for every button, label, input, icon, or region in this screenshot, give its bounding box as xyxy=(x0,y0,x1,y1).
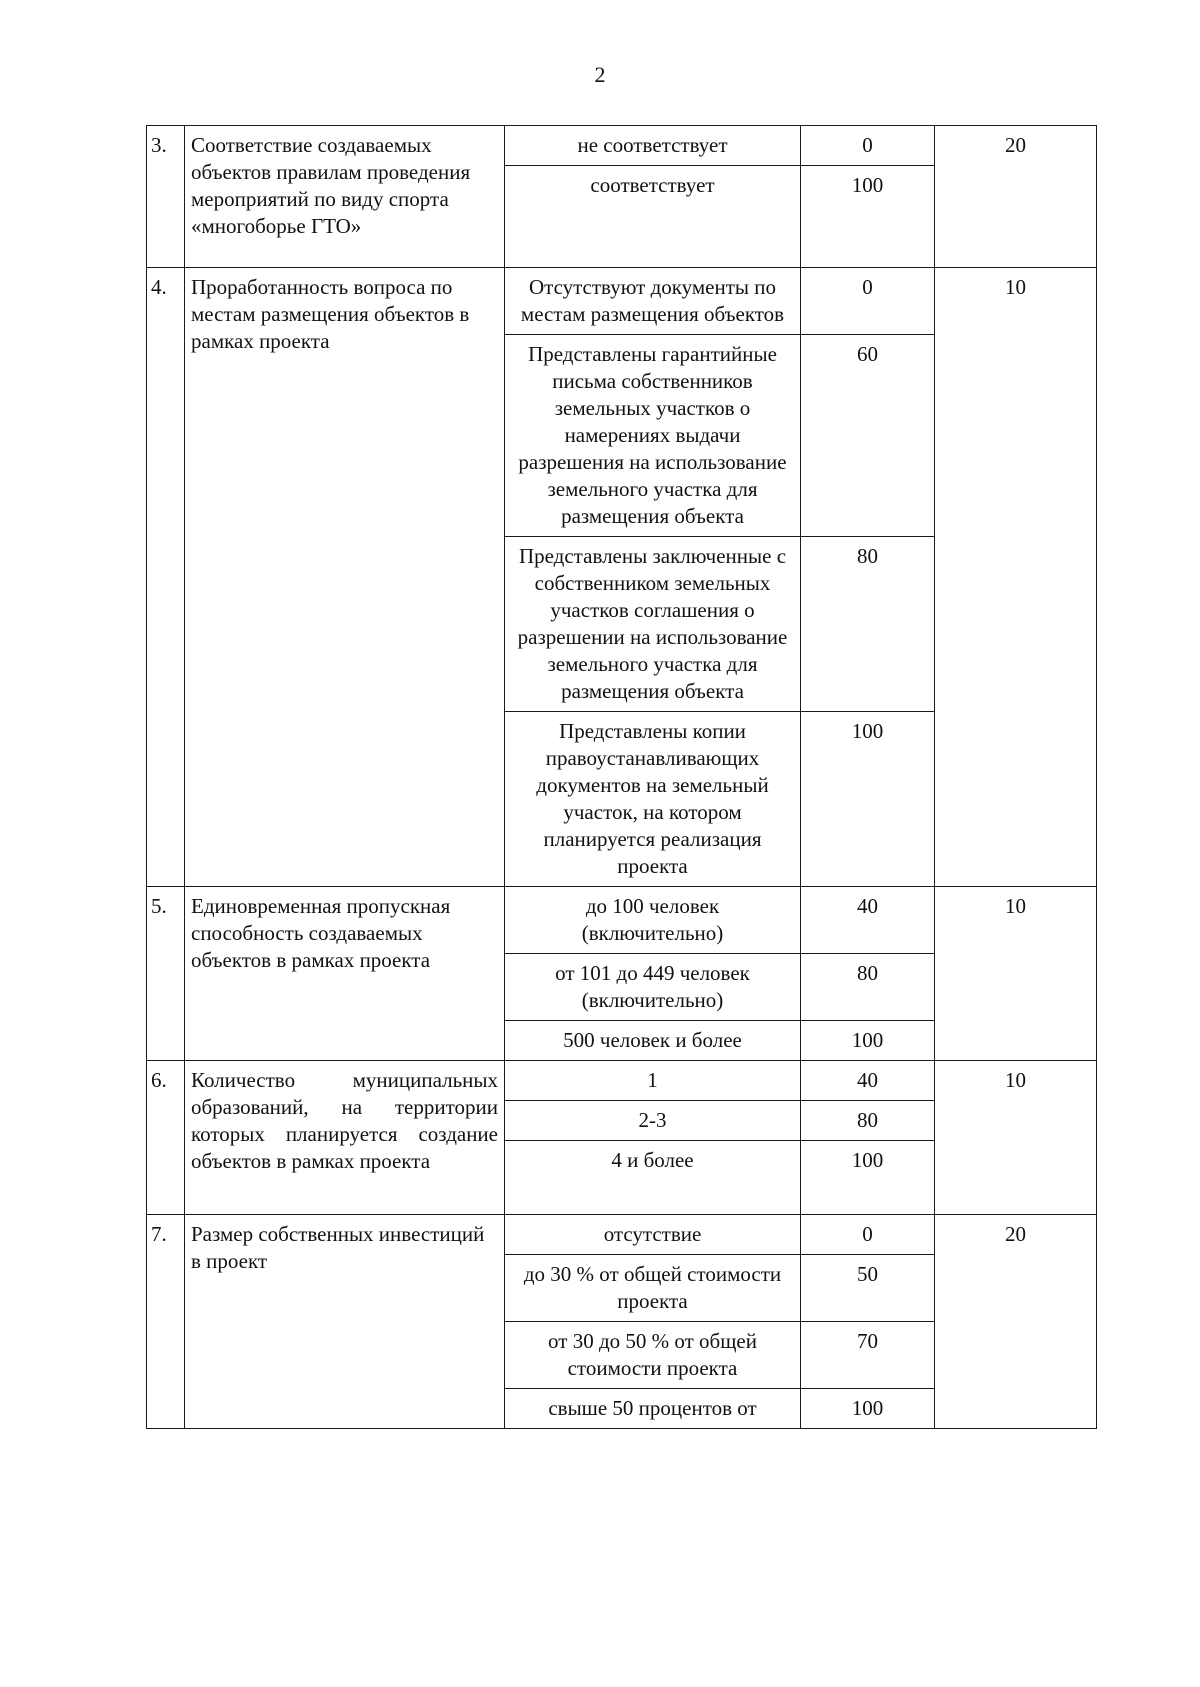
row-number: 5. xyxy=(147,887,185,1061)
option-text: Представлены копии правоустанавливающих документов на земельный участок, на котором планируется реализация проекта xyxy=(505,712,801,887)
option-score: 70 xyxy=(801,1322,935,1389)
option-score: 0 xyxy=(801,268,935,335)
option-text: 500 человек и более xyxy=(505,1021,801,1061)
option-text: не соответствует xyxy=(505,126,801,166)
criterion-weight: 10 xyxy=(935,1061,1097,1215)
option-score: 100 xyxy=(801,1141,935,1215)
option-score: 40 xyxy=(801,887,935,954)
page-number: 2 xyxy=(594,62,606,87)
criterion-weight: 10 xyxy=(935,887,1097,1061)
table-row xyxy=(147,1061,1097,1101)
criterion-weight: 10 xyxy=(935,268,1097,887)
option-text: 2-3 xyxy=(505,1101,801,1141)
criterion-text: Единовременная пропускная способность создаваемых объектов в рамках проекта xyxy=(185,887,505,1061)
option-text: до 100 человек (включительно) xyxy=(505,887,801,954)
criterion-text: Соответствие создаваемых объектов правилам проведения мероприятий по виду спорта «многоборье ГТО» xyxy=(185,126,505,268)
option-text: отсутствие xyxy=(505,1215,801,1255)
table-row xyxy=(147,268,1097,335)
option-score: 0 xyxy=(801,1215,935,1255)
row-number: 3. xyxy=(147,126,185,268)
criterion-weight: 20 xyxy=(935,1215,1097,1429)
option-text: от 101 до 449 человек (включительно) xyxy=(505,954,801,1021)
option-score: 100 xyxy=(801,712,935,887)
row-number: 7. xyxy=(147,1215,185,1429)
option-text: свыше 50 процентов от xyxy=(505,1389,801,1429)
criterion-text: Проработанность вопроса по местам размещения объектов в рамках проекта xyxy=(185,268,505,887)
option-text: Представлены заключенные с собственником земельных участков соглашения о разрешении на использование земельного участка для размещения объекта xyxy=(505,537,801,712)
option-score: 50 xyxy=(801,1255,935,1322)
criteria-table xyxy=(146,125,1097,1429)
option-score: 80 xyxy=(801,1101,935,1141)
row-number: 4. xyxy=(147,268,185,887)
row-number: 6. xyxy=(147,1061,185,1215)
table-row xyxy=(147,126,1097,166)
option-score: 80 xyxy=(801,954,935,1021)
table-row xyxy=(147,1215,1097,1255)
option-score: 100 xyxy=(801,1389,935,1429)
option-score: 80 xyxy=(801,537,935,712)
option-text: Представлены гарантийные письма собственников земельных участков о намерениях выдачи разрешения на использование земельного участка для размещения объекта xyxy=(505,335,801,537)
criterion-weight: 20 xyxy=(935,126,1097,268)
option-text: Отсутствуют документы по местам размещения объектов xyxy=(505,268,801,335)
option-text: 1 xyxy=(505,1061,801,1101)
criterion-text: Количество муниципальных образований, на территории которых планируется создание объектов в рамках проекта xyxy=(185,1061,505,1215)
criterion-text: Размер собственных инвестиций в проект xyxy=(185,1215,505,1429)
option-text: до 30 % от общей стоимости проекта xyxy=(505,1255,801,1322)
option-text: 4 и более xyxy=(505,1141,801,1215)
option-score: 60 xyxy=(801,335,935,537)
table-row xyxy=(147,887,1097,954)
option-text: от 30 до 50 % от общей стоимости проекта xyxy=(505,1322,801,1389)
option-score: 100 xyxy=(801,1021,935,1061)
option-text: соответствует xyxy=(505,166,801,268)
option-score: 100 xyxy=(801,166,935,268)
option-score: 0 xyxy=(801,126,935,166)
option-score: 40 xyxy=(801,1061,935,1101)
